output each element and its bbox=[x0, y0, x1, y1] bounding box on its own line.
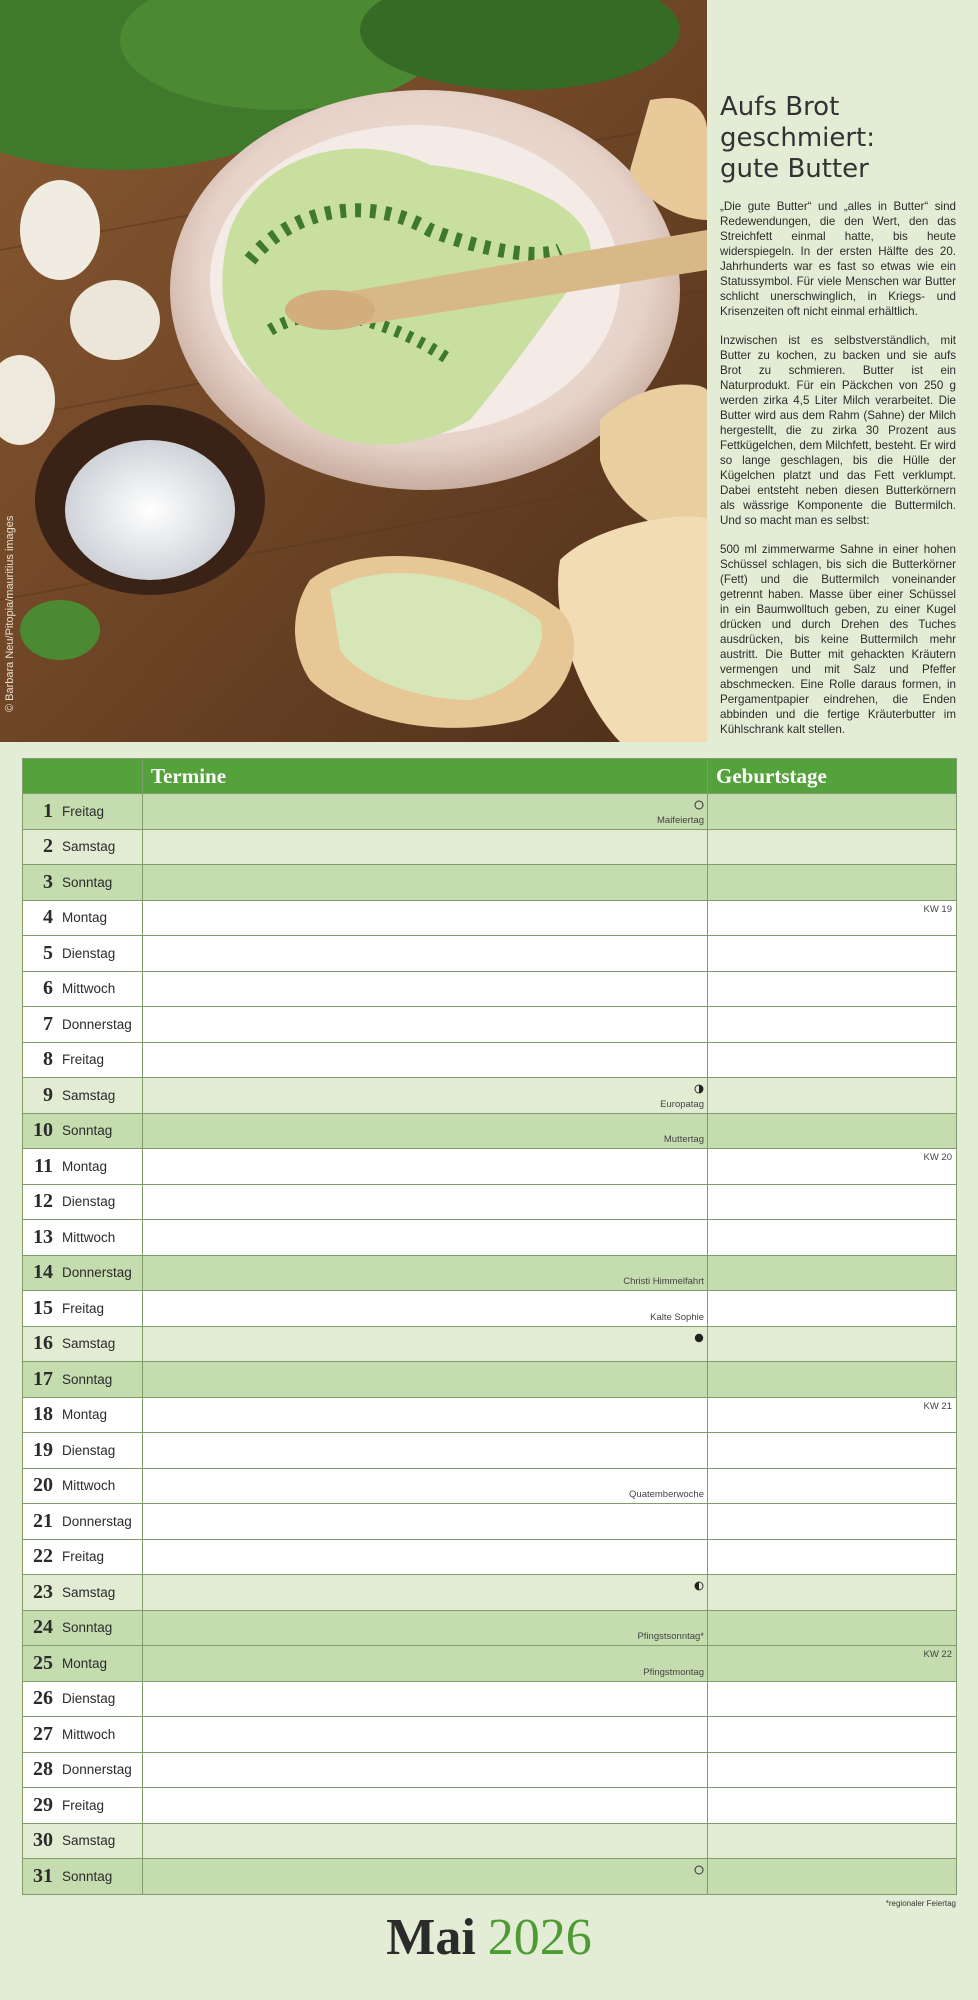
article-paragraph-3: 500 ml zimmerwarme Sahne in einer hohen Schüssel schlagen, bis sich die Butterkörner (Fett) und die Buttermilch voneinander getrennt haben. Masse über einer Schüssel in ein Baumwolltuch geben, zu einer Kugel drücken und durch Drehen des Tuches ausdrücken, bis keine Buttermilch mehr austritt. Die Butter mit gehackten Kräutern vermengen und mit Salz und Pfeffer abschmecken. Eine Rolle daraus formen, in Pergamentpapier eindrehen, die Enden abbinden und die fertige Kräuterbutter im Kühlschrank kalt stellen. bbox=[720, 543, 956, 736]
day-number: 27 bbox=[33, 1722, 53, 1745]
day-cell bbox=[23, 1610, 143, 1646]
weekday-name: Donnerstag bbox=[62, 1762, 132, 1778]
weekday-name: Dienstag bbox=[62, 945, 116, 961]
day-cell bbox=[23, 794, 143, 830]
birthday-cell[interactable] bbox=[708, 1823, 957, 1859]
birthday-cell[interactable] bbox=[708, 1255, 957, 1291]
appointment-cell[interactable] bbox=[143, 1468, 708, 1504]
weekday-name: Mittwoch bbox=[62, 981, 116, 997]
weekday-name: Freitag bbox=[62, 1549, 105, 1565]
day-cell bbox=[23, 1823, 143, 1859]
birthday-cell[interactable] bbox=[708, 1859, 957, 1895]
weekday-name: Sonntag bbox=[62, 874, 113, 890]
appointment-cell[interactable] bbox=[143, 1326, 708, 1362]
birthday-cell[interactable] bbox=[708, 1149, 957, 1185]
day-cell bbox=[23, 1326, 143, 1362]
appointment-cell[interactable] bbox=[143, 1504, 708, 1540]
day-cell bbox=[23, 1859, 143, 1895]
day-cell bbox=[23, 900, 143, 936]
appointment-cell[interactable] bbox=[143, 1007, 708, 1043]
day-cell bbox=[23, 1788, 143, 1824]
day-cell bbox=[23, 865, 143, 901]
day-cell bbox=[23, 1149, 143, 1185]
weekday-name: Mittwoch bbox=[62, 1229, 116, 1245]
day-cell bbox=[23, 1220, 143, 1256]
day-note: Kalte Sophie bbox=[650, 1311, 704, 1323]
calendar-week-label: KW 21 bbox=[923, 1400, 952, 1412]
weekday-name: Montag bbox=[62, 910, 108, 926]
weekday-name: Freitag bbox=[62, 803, 105, 819]
birthday-cell[interactable] bbox=[708, 1220, 957, 1256]
calendar-row bbox=[23, 1042, 957, 1078]
day-number: 1 bbox=[43, 799, 53, 822]
day-number: 31 bbox=[33, 1864, 53, 1887]
birthday-cell[interactable] bbox=[708, 1326, 957, 1362]
day-note: Christi Himmelfahrt bbox=[623, 1276, 704, 1287]
weekday-name: Dienstag bbox=[62, 1442, 116, 1458]
weekday-name: Sonntag bbox=[62, 1620, 113, 1636]
birthdays-column-header: Geburtstage bbox=[708, 759, 957, 794]
article-title-line-1: Aufs Brot bbox=[720, 92, 840, 122]
appointment-cell[interactable] bbox=[143, 1823, 708, 1859]
day-number: 23 bbox=[33, 1580, 53, 1603]
calendar-week-label: KW 19 bbox=[923, 903, 952, 915]
weekday-name: Dienstag bbox=[62, 1691, 116, 1707]
birthday-cell[interactable] bbox=[708, 1752, 957, 1788]
birthday-cell[interactable] bbox=[708, 1468, 957, 1504]
weekday-name: Mittwoch bbox=[62, 1726, 116, 1742]
day-number: 18 bbox=[33, 1403, 53, 1426]
calendar-week-label: KW 22 bbox=[923, 1649, 952, 1660]
day-number: 3 bbox=[43, 870, 53, 893]
weekday-name: Freitag bbox=[62, 1052, 105, 1068]
birthday-cell[interactable] bbox=[708, 1717, 957, 1753]
birthday-cell[interactable] bbox=[708, 1397, 957, 1433]
day-number: 11 bbox=[34, 1154, 53, 1177]
weekday-name: Montag bbox=[62, 1407, 108, 1423]
full-moon-icon bbox=[694, 797, 704, 807]
day-number: 12 bbox=[33, 1190, 53, 1213]
day-cell bbox=[23, 1255, 143, 1291]
day-note: Muttertag bbox=[663, 1134, 704, 1145]
weekday-name: Freitag bbox=[62, 1300, 105, 1316]
day-cell bbox=[23, 971, 143, 1007]
day-cell bbox=[23, 1575, 143, 1611]
calendar-row bbox=[23, 1504, 957, 1540]
calendar-row bbox=[23, 1575, 957, 1611]
calendar-row bbox=[23, 1681, 957, 1717]
calendar-row bbox=[23, 829, 957, 865]
appointment-cell[interactable] bbox=[143, 1575, 708, 1611]
appointment-cell[interactable] bbox=[143, 1859, 708, 1895]
birthday-cell[interactable] bbox=[708, 1362, 957, 1398]
day-note: Europatag bbox=[660, 1098, 704, 1110]
day-number: 19 bbox=[33, 1438, 53, 1461]
day-number: 25 bbox=[33, 1651, 53, 1674]
birthday-cell[interactable] bbox=[708, 1788, 957, 1824]
day-cell bbox=[23, 1433, 143, 1469]
appointment-cell[interactable] bbox=[143, 1149, 708, 1185]
day-note: Quatemberwoche bbox=[629, 1489, 704, 1500]
article-title bbox=[720, 92, 956, 185]
weekday-name: Dienstag bbox=[62, 1194, 116, 1210]
birthday-cell[interactable] bbox=[708, 1184, 957, 1220]
weekday-name: Samstag bbox=[62, 1584, 116, 1600]
day-number: 15 bbox=[33, 1296, 53, 1319]
birthday-cell[interactable] bbox=[708, 1042, 957, 1078]
calendar-row bbox=[23, 1859, 957, 1895]
appointment-cell[interactable] bbox=[143, 1113, 708, 1149]
calendar-row bbox=[23, 865, 957, 901]
calendar-row bbox=[23, 1184, 957, 1220]
weekday-name: Montag bbox=[62, 1158, 108, 1174]
day-number: 5 bbox=[43, 941, 53, 964]
calendar-row bbox=[23, 1078, 957, 1114]
month-title bbox=[0, 1908, 978, 1968]
calendar-row bbox=[23, 1113, 957, 1149]
calendar-header-row bbox=[23, 759, 957, 794]
weekday-name: Donnerstag bbox=[62, 1265, 132, 1281]
article bbox=[720, 92, 956, 751]
article-paragraph-1: „Die gute Butter“ und „alles in Butter“ sind Redewendungen, die den Wert, den das Streichfett einmal hatte, bis heute widerspiegeln. In der ersten Hälfte des 20. Jahrhunderts war es fast so etwas wie ein Statussymbol. Für viele Menschen war Butter schlicht unerschwinglich, in Kriegs- und Krisenzeiten oft nicht einmal erhältlich. bbox=[720, 200, 956, 318]
calendar-row bbox=[23, 1149, 957, 1185]
calendar-row bbox=[23, 1397, 957, 1433]
appointment-cell[interactable] bbox=[143, 1255, 708, 1291]
calendar-row bbox=[23, 1539, 957, 1575]
calendar-table bbox=[22, 758, 957, 1895]
appointment-cell[interactable] bbox=[143, 971, 708, 1007]
birthday-cell[interactable] bbox=[708, 900, 957, 936]
day-number: 14 bbox=[33, 1261, 53, 1284]
day-cell bbox=[23, 1362, 143, 1398]
appointment-cell[interactable] bbox=[143, 1397, 708, 1433]
weekday-name: Sonntag bbox=[62, 1371, 113, 1387]
birthday-cell[interactable] bbox=[708, 829, 957, 865]
birthday-cell[interactable] bbox=[708, 1539, 957, 1575]
appointment-cell[interactable] bbox=[143, 1646, 708, 1682]
appointment-cell[interactable] bbox=[143, 1220, 708, 1256]
weekday-name: Donnerstag bbox=[62, 1016, 132, 1032]
appointment-cell[interactable] bbox=[143, 1752, 708, 1788]
day-cell bbox=[23, 1681, 143, 1717]
day-cell bbox=[23, 1646, 143, 1682]
weekday-name: Samstag bbox=[62, 1336, 116, 1352]
weekday-name: Samstag bbox=[62, 839, 116, 855]
appointment-cell[interactable] bbox=[143, 1042, 708, 1078]
appointment-cell[interactable] bbox=[143, 1362, 708, 1398]
photo-credit: © Barbara Neu/Pitopia/mauritius images bbox=[4, 515, 16, 712]
day-number: 21 bbox=[33, 1509, 53, 1532]
day-cell bbox=[23, 1007, 143, 1043]
birthday-cell[interactable] bbox=[708, 1113, 957, 1149]
appointment-cell[interactable] bbox=[143, 794, 708, 830]
day-number: 26 bbox=[33, 1687, 53, 1710]
day-number: 24 bbox=[33, 1616, 53, 1639]
article-paragraph-2: Inzwischen ist es selbstverständlich, mit Butter zu kochen, zu backen und sie aufs Brot zu schmieren. Butter ist ein Naturprodukt. Für ein Päckchen von 250 g werden zirka 4,5 Liter Milch verarbeitet. Die Butter wird aus dem Rahm (Sahne) der Milch hergestellt, die zu zirka 30 Prozent aus Fettkügelchen, dem Milchfett, besteht. Er wird so lange geschlagen, bis die Hülle der Kügelchen platzt und das Fett verklumpt. Dabei entsteht neben diesen Butterkörnern als wässrige Komponente die Buttermilch. Und so macht man es selbst: bbox=[720, 334, 956, 527]
calendar-row bbox=[23, 1788, 957, 1824]
day-number: 29 bbox=[33, 1793, 53, 1816]
appointment-cell[interactable] bbox=[143, 936, 708, 972]
birthday-cell[interactable] bbox=[708, 1433, 957, 1469]
calendar-row bbox=[23, 1823, 957, 1859]
day-cell bbox=[23, 1397, 143, 1433]
calendar-row bbox=[23, 1362, 957, 1398]
birthday-cell[interactable] bbox=[708, 1610, 957, 1646]
day-note: Maifeiertag bbox=[657, 814, 704, 826]
appointment-cell[interactable] bbox=[143, 1078, 708, 1114]
herb-butter-photo bbox=[0, 0, 707, 742]
day-cell bbox=[23, 1291, 143, 1327]
first-quarter-moon-icon bbox=[694, 1578, 704, 1588]
day-number: 16 bbox=[33, 1332, 53, 1355]
birthday-cell[interactable] bbox=[708, 794, 957, 830]
calendar-row bbox=[23, 1007, 957, 1043]
day-cell bbox=[23, 1504, 143, 1540]
calendar-row bbox=[23, 1610, 957, 1646]
new-moon-icon bbox=[694, 1330, 704, 1340]
day-number: 28 bbox=[33, 1758, 53, 1781]
appointment-cell[interactable] bbox=[143, 1539, 708, 1575]
appointment-cell[interactable] bbox=[143, 1184, 708, 1220]
calendar-row bbox=[23, 971, 957, 1007]
weekday-name: Samstag bbox=[62, 1833, 116, 1849]
appointment-cell[interactable] bbox=[143, 1681, 708, 1717]
day-cell bbox=[23, 1717, 143, 1753]
full-moon-icon bbox=[694, 1862, 704, 1872]
day-number: 10 bbox=[33, 1119, 53, 1142]
birthday-cell[interactable] bbox=[708, 1078, 957, 1114]
calendar-row bbox=[23, 1255, 957, 1291]
birthday-cell[interactable] bbox=[708, 1681, 957, 1717]
day-number: 8 bbox=[43, 1048, 53, 1071]
day-cell bbox=[23, 1752, 143, 1788]
month-name: Mai bbox=[386, 1909, 476, 1966]
appointment-cell[interactable] bbox=[143, 1788, 708, 1824]
day-cell bbox=[23, 1042, 143, 1078]
day-number: 7 bbox=[43, 1012, 53, 1035]
calendar-row bbox=[23, 936, 957, 972]
day-cell bbox=[23, 1078, 143, 1114]
day-cell bbox=[23, 1468, 143, 1504]
birthday-cell[interactable] bbox=[708, 865, 957, 901]
calendar-row bbox=[23, 1220, 957, 1256]
day-number: 9 bbox=[43, 1083, 53, 1106]
appointment-cell[interactable] bbox=[143, 900, 708, 936]
appointment-cell[interactable] bbox=[143, 1433, 708, 1469]
calendar-body bbox=[23, 794, 957, 1895]
weekday-name: Montag bbox=[62, 1655, 108, 1671]
appointments-column-header: Termine bbox=[143, 759, 708, 794]
calendar-row bbox=[23, 1468, 957, 1504]
birthday-cell[interactable] bbox=[708, 1504, 957, 1540]
appointment-cell[interactable] bbox=[143, 1717, 708, 1753]
day-cell bbox=[23, 1113, 143, 1149]
birthday-cell[interactable] bbox=[708, 971, 957, 1007]
day-number: 22 bbox=[33, 1545, 53, 1568]
appointment-cell[interactable] bbox=[143, 829, 708, 865]
calendar-row bbox=[23, 1291, 957, 1327]
calendar-row bbox=[23, 1646, 957, 1682]
day-number: 2 bbox=[43, 835, 53, 858]
article-title-line-2: geschmiert: bbox=[720, 123, 876, 153]
day-number: 20 bbox=[33, 1474, 53, 1497]
birthday-cell[interactable] bbox=[708, 1007, 957, 1043]
day-cell bbox=[23, 1184, 143, 1220]
calendar-week-label: KW 20 bbox=[923, 1152, 952, 1163]
calendar-row bbox=[23, 1717, 957, 1753]
calendar-row bbox=[23, 1326, 957, 1362]
day-number: 17 bbox=[33, 1367, 53, 1390]
weekday-name: Freitag bbox=[62, 1797, 105, 1813]
birthday-cell[interactable] bbox=[708, 1291, 957, 1327]
appointment-cell[interactable] bbox=[143, 865, 708, 901]
day-number: 4 bbox=[43, 906, 53, 929]
article-title-line-3: gute Butter bbox=[720, 154, 869, 184]
day-cell bbox=[23, 1539, 143, 1575]
day-number: 13 bbox=[33, 1225, 53, 1248]
day-number: 30 bbox=[33, 1829, 53, 1852]
weekday-name: Sonntag bbox=[62, 1868, 113, 1884]
birthday-cell[interactable] bbox=[708, 1646, 957, 1682]
birthday-cell[interactable] bbox=[708, 936, 957, 972]
calendar-row bbox=[23, 794, 957, 830]
day-cell bbox=[23, 829, 143, 865]
weekday-name: Samstag bbox=[62, 1087, 116, 1103]
calendar-row bbox=[23, 1752, 957, 1788]
weekday-name: Sonntag bbox=[62, 1123, 113, 1139]
weekday-name: Donnerstag bbox=[62, 1513, 132, 1529]
day-number: 6 bbox=[43, 977, 53, 1000]
appointment-cell[interactable] bbox=[143, 1610, 708, 1646]
appointment-cell[interactable] bbox=[143, 1291, 708, 1327]
last-quarter-moon-icon bbox=[694, 1081, 704, 1091]
calendar-row bbox=[23, 1433, 957, 1469]
day-note: Pfingstsonntag* bbox=[637, 1631, 704, 1642]
birthday-cell[interactable] bbox=[708, 1575, 957, 1611]
day-note: Pfingstmontag bbox=[643, 1666, 704, 1678]
day-cell bbox=[23, 936, 143, 972]
herb-butter-illustration bbox=[0, 0, 707, 742]
holiday-footnote: *regionaler Feiertag bbox=[885, 1899, 956, 1908]
year: 2026 bbox=[487, 1909, 592, 1966]
weekday-name: Mittwoch bbox=[62, 1478, 116, 1494]
calendar-row bbox=[23, 900, 957, 936]
day-column-header bbox=[23, 759, 143, 794]
